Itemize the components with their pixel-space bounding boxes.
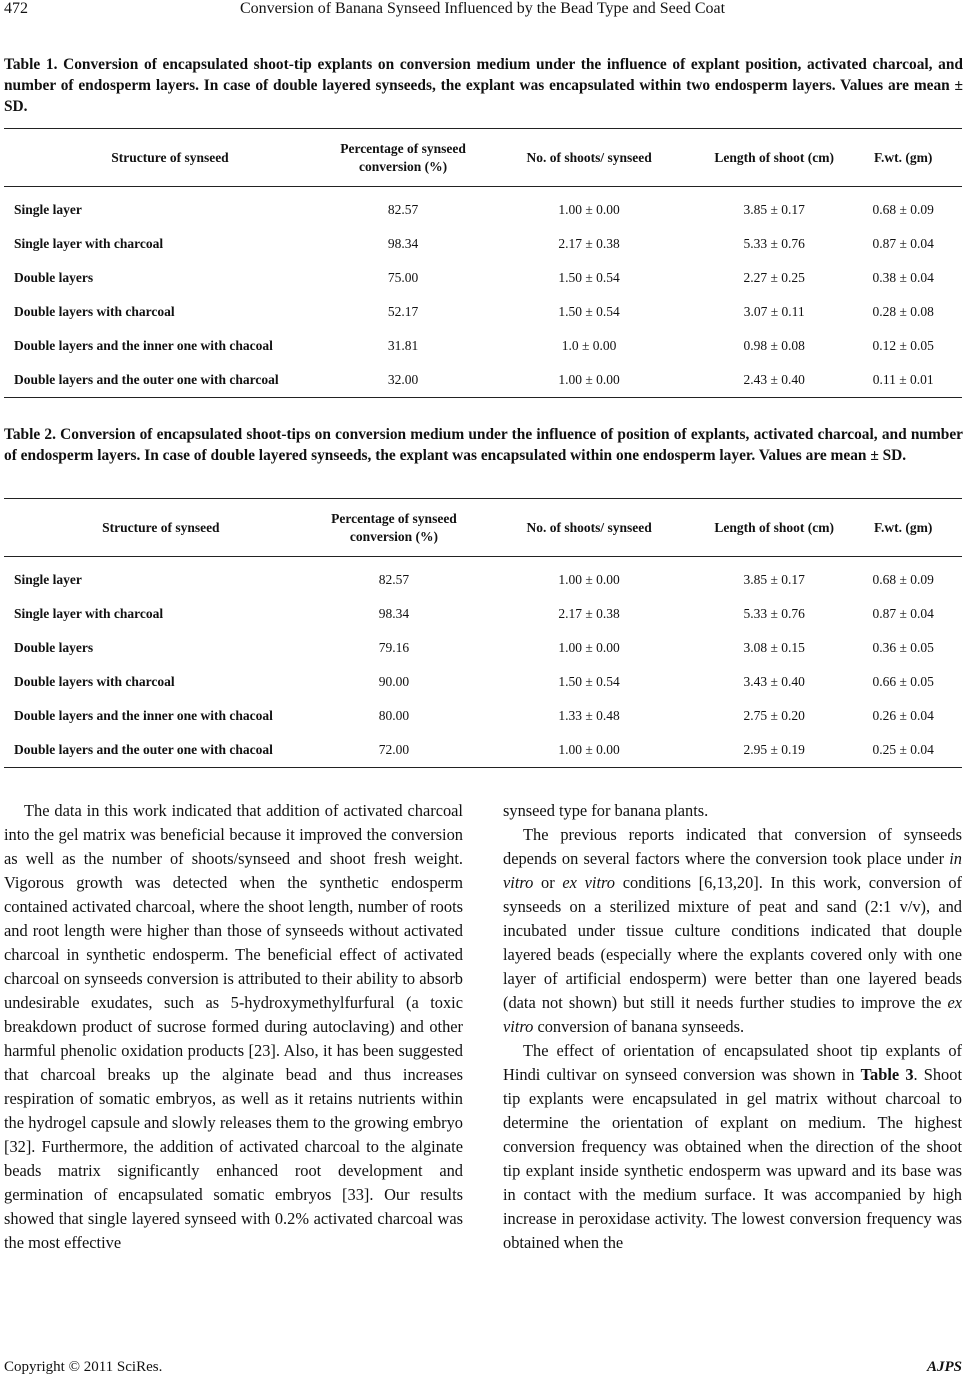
table2-header-length: Length of shoot (cm): [704, 499, 844, 557]
table-cell: 2.17 ± 0.38: [558, 236, 620, 251]
table1-header-percentage: Percentage of synseed conversion (%): [332, 129, 474, 187]
table2-header-shoots: No. of shoots/ synseed: [474, 499, 704, 557]
table-row: [4, 665, 962, 699]
table-cell: 1.00 ± 0.00: [558, 572, 620, 587]
row-label: Single layer with charcoal: [14, 236, 164, 251]
table-cell: 79.16: [378, 640, 410, 655]
row-label: Single layer with charcoal: [14, 606, 164, 621]
text-run: conditions [6,13,20]. In this work, conversion of synseeds on a sterilized mixture of peat and sand (2:1 v/v), and incubated under tissue culture conditions indicated that douple layered beads (especially where the explants covered only with one layer of artificial endosperm) were better than one layered beads (data not shown) but still it needs further studies to improve the: [503, 873, 962, 1012]
table2-header-percentage: Percentage of synseed conversion (%): [314, 499, 475, 557]
table-cell: 98.34: [378, 606, 410, 621]
table-reference[interactable]: Table 3: [860, 1065, 914, 1084]
table-cell: 0.12 ± 0.05: [872, 338, 934, 353]
page-footer: [4, 1359, 962, 1376]
table-cell: 0.11 ± 0.01: [844, 363, 962, 398]
table-cell: 0.87 ± 0.04: [872, 606, 934, 621]
table-cell: 72.00: [314, 733, 475, 768]
row-label: Double layers and the inner one with chacoal: [14, 708, 273, 723]
text-run: The effect of orientation of encapsulated shoot tip explants of Hindi cultivar on synseed conversion was shown in: [503, 1041, 962, 1084]
table1-caption: Table 1. Conversion of encapsulated shoot-tip explants on conversion medium under the influence of explant position, activated charcoal, and number of endosperm layers. In case of double layered synseeds, the explant was encapsulated within two endosperm layers. Values are mean ± SD.: [4, 56, 963, 115]
table-row: [4, 557, 962, 598]
table-cell: 2.43 ± 0.40: [704, 363, 844, 398]
italic-term: in vitro: [503, 849, 962, 892]
table2-header-structure: Structure of synseed: [4, 499, 314, 557]
table-cell: 1.00 ± 0.00: [474, 363, 704, 398]
text-run: . Shoot tip explants were encapsulated in gel matrix without charcoal to determine the orientation of explant on medium. The highest conversion frequency was obtained when the direction of the shoot tip explant inside synthetic endosperm was upward and its base was in contact with the medium surface. It was accompanied by high increase in peroxidase activity. The lowest conversion frequency was obtained when the: [503, 1065, 962, 1252]
table-row: [4, 295, 962, 329]
row-label: Double layers: [14, 640, 94, 655]
table-cell: 0.38 ± 0.04: [872, 270, 934, 285]
table-cell: 0.98 ± 0.08: [743, 338, 805, 353]
table-cell: 3.85 ± 0.17: [743, 572, 805, 587]
text-run: conversion of banana synseeds.: [533, 1017, 745, 1036]
table-row: [4, 733, 962, 768]
table-cell: 2.27 ± 0.25: [743, 270, 805, 285]
table-row: [4, 227, 962, 261]
table-cell: 0.25 ± 0.04: [844, 733, 962, 768]
table-cell: 1.00 ± 0.00: [558, 202, 620, 217]
table-cell: 0.36 ± 0.05: [872, 640, 934, 655]
row-label: Double layers and the outer one with charcoal: [4, 363, 332, 398]
table-cell: 0.28 ± 0.08: [872, 304, 934, 319]
table-cell: 0.66 ± 0.05: [872, 674, 934, 689]
row-label: Double layers with charcoal: [14, 304, 175, 319]
page-header: [0, 0, 965, 22]
table-row: [4, 329, 962, 363]
body-paragraph: [503, 823, 962, 1039]
table-cell: 52.17: [387, 304, 419, 319]
table-cell: 0.87 ± 0.04: [872, 236, 934, 251]
table-cell: 1.00 ± 0.00: [474, 733, 704, 768]
table-row: [4, 261, 962, 295]
left-column: [4, 799, 463, 1255]
body-paragraph: [503, 1039, 962, 1255]
table-cell: 1.50 ± 0.54: [558, 270, 620, 285]
table-cell: 32.00: [332, 363, 474, 398]
journal-name: AJPS: [926, 1359, 962, 1375]
table-cell: 98.34: [387, 236, 419, 251]
table-cell: 2.75 ± 0.20: [743, 708, 805, 723]
table-cell: 31.81: [387, 338, 419, 353]
table1: [4, 128, 962, 398]
table-cell: 1.00 ± 0.00: [558, 640, 620, 655]
table-cell: 3.85 ± 0.17: [743, 202, 805, 217]
table-cell: 5.33 ± 0.76: [743, 236, 805, 251]
page-number: 472: [4, 0, 28, 17]
body-paragraph: The data in this work indicated that addition of activated charcoal into the gel matrix was beneficial because it improved the conversion as well as the number of shoots/synseed and shoot fresh weight. Vigorous growth was detected when the synthetic endosperm contained activated charcoal, where the shoot length, number of roots and root length were higher than those of synseeds without activated charcoal in synthetic endosperm. The beneficial effect of activated charcoal on synseeds conversion is attributed to their ability to absorb undesirable exudates, such as 5-hydroxymethylfurfural (a toxic breakdown product of sucrose formed during autoclaving) and other harmful phenolic oxidation products [23]. Also, it has been suggested that charcoal breaks up the alginate bead and thus increases respiration of somatic embryos, as well as it retains nutrients within the hydrogel capsule and slowly releases them to the growing embryo [32]. Furthermore, the addition of activated charcoal to the alginate beads matrix significantly enhanced root development and germination of encapsulated somatic embryos [33]. Our results showed that single layered synseed with 0.2% activated charcoal was the most effective: [4, 801, 463, 1252]
table2: [4, 498, 962, 768]
row-label: Double layers and the inner one with chacoal: [14, 338, 273, 353]
table-cell: 3.43 ± 0.40: [743, 674, 805, 689]
text-run: or: [533, 873, 563, 892]
table-cell: 0.26 ± 0.04: [872, 708, 934, 723]
table-cell: 0.68 ± 0.09: [872, 572, 934, 587]
table-row: [4, 597, 962, 631]
table-row: [4, 631, 962, 665]
table1-header-shoots: No. of shoots/ synseed: [474, 129, 704, 187]
copyright: Copyright © 2011 SciRes.: [4, 1359, 163, 1375]
table-cell: 5.33 ± 0.76: [743, 606, 805, 621]
table1-header-fwt: F.wt. (gm): [844, 129, 962, 187]
table-cell: 2.17 ± 0.38: [558, 606, 620, 621]
table2-header-fwt: F.wt. (gm): [844, 499, 962, 557]
table1-header-structure: Structure of synseed: [4, 129, 332, 187]
table-cell: 3.08 ± 0.15: [743, 640, 805, 655]
row-label: Single layer: [14, 572, 82, 587]
table-cell: 82.57: [378, 572, 410, 587]
running-title: Conversion of Banana Synseed Influenced by the Bead Type and Seed Coat: [239, 0, 726, 17]
text-run: The previous reports indicated that conversion of synseeds depends on several factors where the conversion took place under: [503, 825, 962, 868]
table-cell: 0.68 ± 0.09: [872, 202, 934, 217]
row-label: Single layer: [14, 202, 82, 217]
row-label: Double layers: [14, 270, 94, 285]
row-label: Double layers and the outer one with chacoal: [4, 733, 314, 768]
table-cell: 2.95 ± 0.19: [704, 733, 844, 768]
table-cell: 90.00: [378, 674, 410, 689]
table1-header-length: Length of shoot (cm): [704, 129, 844, 187]
table-cell: 80.00: [378, 708, 410, 723]
table-row: [4, 699, 962, 733]
table-cell: 1.33 ± 0.48: [558, 708, 620, 723]
table-row: [4, 187, 962, 228]
table-cell: 1.0 ± 0.00: [561, 338, 617, 353]
row-label: Double layers with charcoal: [14, 674, 175, 689]
italic-term: ex vitro: [503, 993, 962, 1036]
table-cell: 1.50 ± 0.54: [558, 674, 620, 689]
table2-caption: Table 2. Conversion of encapsulated shoot-tips on conversion medium under the influence of position of explants, activated charcoal, and number of endosperm layers. In case of double layered synseeds, the explant was encapsulated within one endosperm layer. Values are mean ± SD.: [4, 426, 963, 464]
table-row: [4, 363, 962, 398]
italic-term: ex vitro: [562, 873, 615, 892]
body-paragraph-continued: synseed type for banana plants.: [503, 801, 709, 820]
table-cell: 75.00: [387, 270, 419, 285]
table-cell: 1.50 ± 0.54: [558, 304, 620, 319]
right-column: [503, 799, 962, 1255]
table-cell: 3.07 ± 0.11: [743, 304, 805, 319]
table-cell: 82.57: [387, 202, 419, 217]
